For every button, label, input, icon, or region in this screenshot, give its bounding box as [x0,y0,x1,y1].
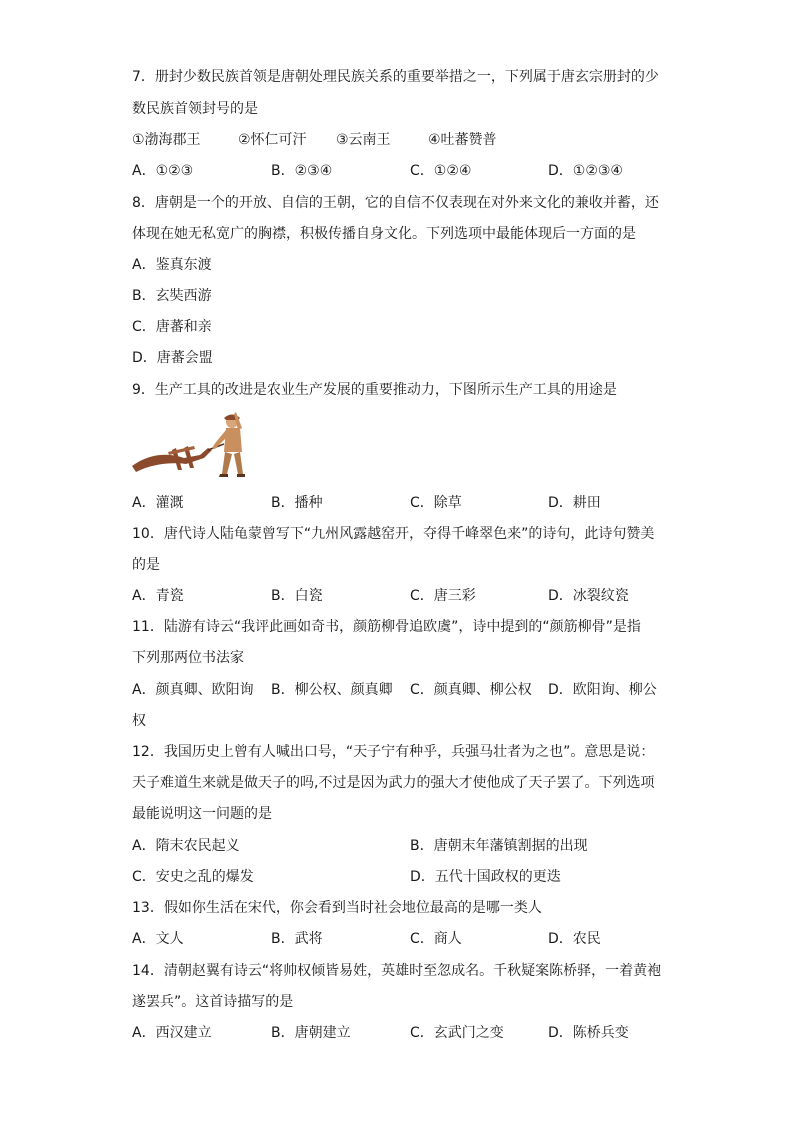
q10-stem-line2: 的是 [132,557,160,573]
farmer-with-plough-illustration [128,408,254,480]
q9-option-c[interactable]: C．除草 [410,495,462,511]
q9-option-d[interactable]: D．耕田 [548,495,601,511]
q11-option-d[interactable]: D．欧阳询、柳公 [548,682,657,698]
q11-option-d-wrap: 权 [132,713,146,729]
q12-stem-line2: 天子难道生来就是做天子的吗,不过是因为武力的强大才使他成了天子罢了。下列选项 [132,775,655,791]
q13-option-d[interactable]: D．农民 [548,931,601,947]
q13-option-c[interactable]: C．商人 [410,931,462,947]
q13-stem-line1: 13．假如你生活在宋代，你会看到当时社会地位最高的是哪一类人 [132,900,542,916]
q14-option-a[interactable]: A．西汉建立 [132,1025,212,1041]
q8-option-d[interactable]: D．唐蕃会盟 [132,350,213,366]
q11-option-a[interactable]: A．颜真卿、欧阳询 [132,682,254,698]
q7-stem-line2: 数民族首领封号的是 [132,101,258,117]
q7-option-c[interactable]: C．①②④ [410,163,472,179]
q8-option-a[interactable]: A．鉴真东渡 [132,257,212,273]
q11-stem-line2: 下列那两位书法家 [132,650,244,666]
q8-stem-line2: 体现在她无私宽广的胸襟，积极传播自身文化。下列选项中最能体现后一方面的是 [132,226,636,242]
q7-item-3: ③云南王 [336,132,391,148]
q7-item-4: ④吐蕃赞普 [428,132,497,148]
q9-option-a[interactable]: A．灌溉 [132,495,184,511]
q10-stem-line1: 10．唐代诗人陆龟蒙曾写下“九州风露越窑开，夺得千峰翠色来”的诗句，此诗句赞美 [132,526,655,542]
q12-option-c[interactable]: C．安史之乱的爆发 [132,869,254,885]
q11-option-b[interactable]: B．柳公权、颜真卿 [271,682,393,698]
q12-option-b[interactable]: B．唐朝末年藩镇割据的出现 [410,838,588,854]
q8-stem-line1: 8．唐朝是一个的开放、自信的王朝，它的自信不仅表现在对外来文化的兼收并蓄，还 [132,195,659,211]
q7-item-2: ②怀仁可汗 [238,132,307,148]
q14-option-b[interactable]: B．唐朝建立 [271,1025,351,1041]
q14-option-d[interactable]: D．陈桥兵变 [548,1025,629,1041]
q8-option-b[interactable]: B．玄奘西游 [132,288,212,304]
q14-stem-line1: 14．清朝赵翼有诗云“将帅权倾皆易姓，英雄时至忽成名。千秋疑案陈桥驿，一着黄袍 [132,963,662,979]
q12-stem-line3: 最能说明这一问题的是 [132,806,272,822]
q14-stem-line2: 遂罢兵”。这首诗描写的是 [132,994,294,1010]
q14-option-c[interactable]: C．玄武门之变 [410,1025,504,1041]
q13-option-a[interactable]: A．文人 [132,931,184,947]
q11-option-c[interactable]: C．颜真卿、柳公权 [410,682,532,698]
q7-item-1: ①渤海郡王 [132,132,201,148]
q10-option-c[interactable]: C．唐三彩 [410,588,476,604]
q7-option-d[interactable]: D．①②③④ [548,163,623,179]
q13-option-b[interactable]: B．武将 [271,931,323,947]
q9-stem-line1: 9．生产工具的改进是农业生产发展的重要推动力，下图所示生产工具的用途是 [132,382,617,398]
q12-stem-line1: 12．我国历史上曾有人喊出口号，“天子宁有种乎，兵强马壮者为之也”。意思是说： [132,744,655,760]
q11-stem-line1: 11．陆游有诗云“我评此画如奇书，颜筋柳骨追欧虞”，诗中提到的“颜筋柳骨”是指 [132,619,641,635]
q8-option-c[interactable]: C．唐蕃和亲 [132,319,212,335]
q12-option-d[interactable]: D．五代十国政权的更迭 [410,869,561,885]
q10-option-a[interactable]: A．青瓷 [132,588,184,604]
q10-option-b[interactable]: B．白瓷 [271,588,323,604]
q10-option-d[interactable]: D．冰裂纹瓷 [548,588,629,604]
q7-option-b[interactable]: B．②③④ [271,163,333,179]
q7-stem-line1: 7．册封少数民族首领是唐朝处理民族关系的重要举措之一，下列属于唐玄宗册封的少 [132,69,659,85]
q9-option-b[interactable]: B．播种 [271,495,323,511]
q7-option-a[interactable]: A．①②③ [132,163,194,179]
q12-option-a[interactable]: A．隋末农民起义 [132,838,240,854]
